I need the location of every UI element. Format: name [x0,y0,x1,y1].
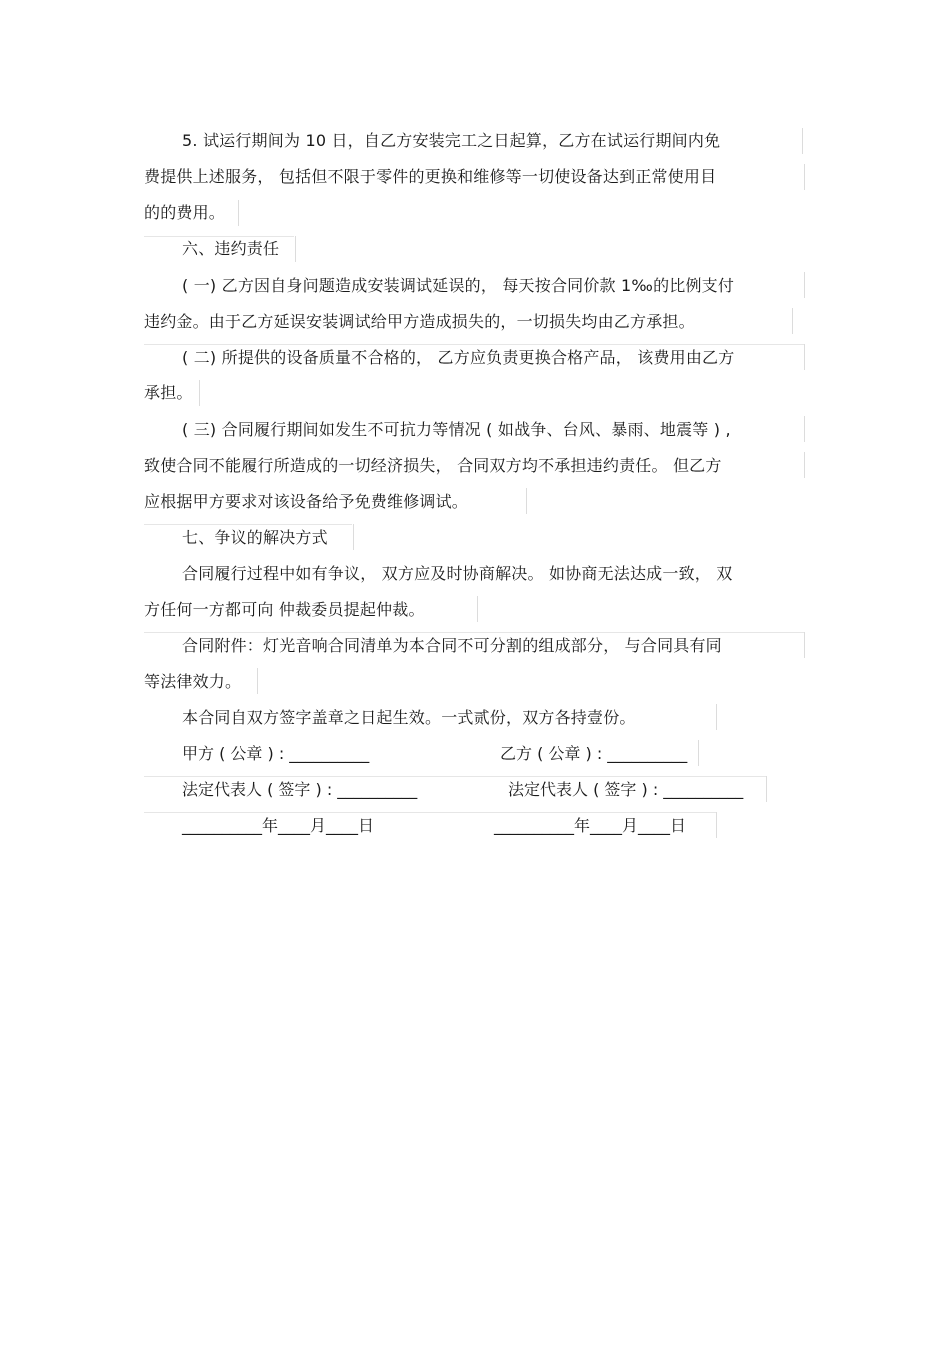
section-6-heading: 六、违约责任 [182,239,280,258]
clause-7-line-2: 方任何一方都可向 仲裁委员提起仲裁。 [144,600,425,619]
row-rule [144,812,716,813]
cell-border [802,128,803,154]
effective-clause: 本合同自双方签字盖章之日起生效。一式贰份，双方各持壹份。 [182,708,636,727]
section-7-heading: 七、争议的解决方式 [182,528,328,547]
cell-border [804,272,805,298]
clause-5-line-1: 5. 试运行期间为 10 日，自乙方安装完工之日起算，乙方在试运行期间内免 [182,131,721,150]
clause-7-line-1: 合同履行过程中如有争议， 双方应及时协商解决。 如协商无法达成一致， 双 [182,564,733,583]
cell-border [698,740,699,766]
row-rule [144,524,352,525]
party-a-seal: 甲方 ( 公章 ) : __________ [182,744,370,763]
clause-6-3-line-2: 致使合同不能履行所造成的一切经济损失， 合同双方均不承担违约责任。 但乙方 [144,456,722,475]
cell-border [792,308,793,334]
attachment-line-1: 合同附件：灯光音响合同清单为本合同不可分割的组成部分， 与合同具有同 [182,636,722,655]
row-rule [144,776,766,777]
party-a-representative: 法定代表人 ( 签字 ) : __________ [182,780,418,799]
cell-border [716,704,717,730]
clause-6-3-line-1: ( 三) 合同履行期间如发生不可抗力等情况 ( 如战争、台风、暴雨、地震等 ) , [182,420,731,439]
clause-5-line-2: 费提供上述服务， 包括但不限于零件的更换和维修等一切使设备达到正常使用目 [144,167,717,186]
cell-border [238,200,239,226]
attachment-line-2: 等法律效力。 [144,672,242,691]
cell-border [199,380,200,406]
clause-5-line-3: 的的费用。 [144,203,226,222]
cell-border [804,344,805,370]
cell-border [526,488,527,514]
clause-6-1-line-2: 违约金。由于乙方延误安装调试给甲方造成损失的，一切损失均由乙方承担。 [144,312,695,331]
party-b-representative: 法定代表人 ( 签字 ) : __________ [508,780,744,799]
cell-border [353,524,354,550]
cell-border [716,812,717,838]
row-rule [144,344,804,345]
clause-6-2-line-2: 承担。 [144,383,193,402]
cell-border [804,164,805,190]
clause-6-1-line-1: ( 一) 乙方因自身问题造成安装调试延误的， 每天按合同价款 1‰的比例支付 [182,276,735,295]
cell-border [257,668,258,694]
clause-6-3-line-3: 应根据甲方要求对该设备给予免费维修调试。 [144,492,469,511]
cell-border [804,452,805,478]
party-a-date: __________年____月____日 [182,816,375,835]
cell-border [477,596,478,622]
cell-border [766,776,767,802]
party-b-date: __________年____月____日 [494,816,687,835]
party-b-seal: 乙方 ( 公章 ) : __________ [500,744,688,763]
cell-border [804,632,805,658]
cell-border [295,236,296,262]
row-rule [144,632,804,633]
row-rule [144,236,294,237]
cell-border [804,416,805,442]
clause-6-2-line-1: ( 二) 所提供的设备质量不合格的， 乙方应负责更换合格产品， 该费用由乙方 [182,348,735,367]
